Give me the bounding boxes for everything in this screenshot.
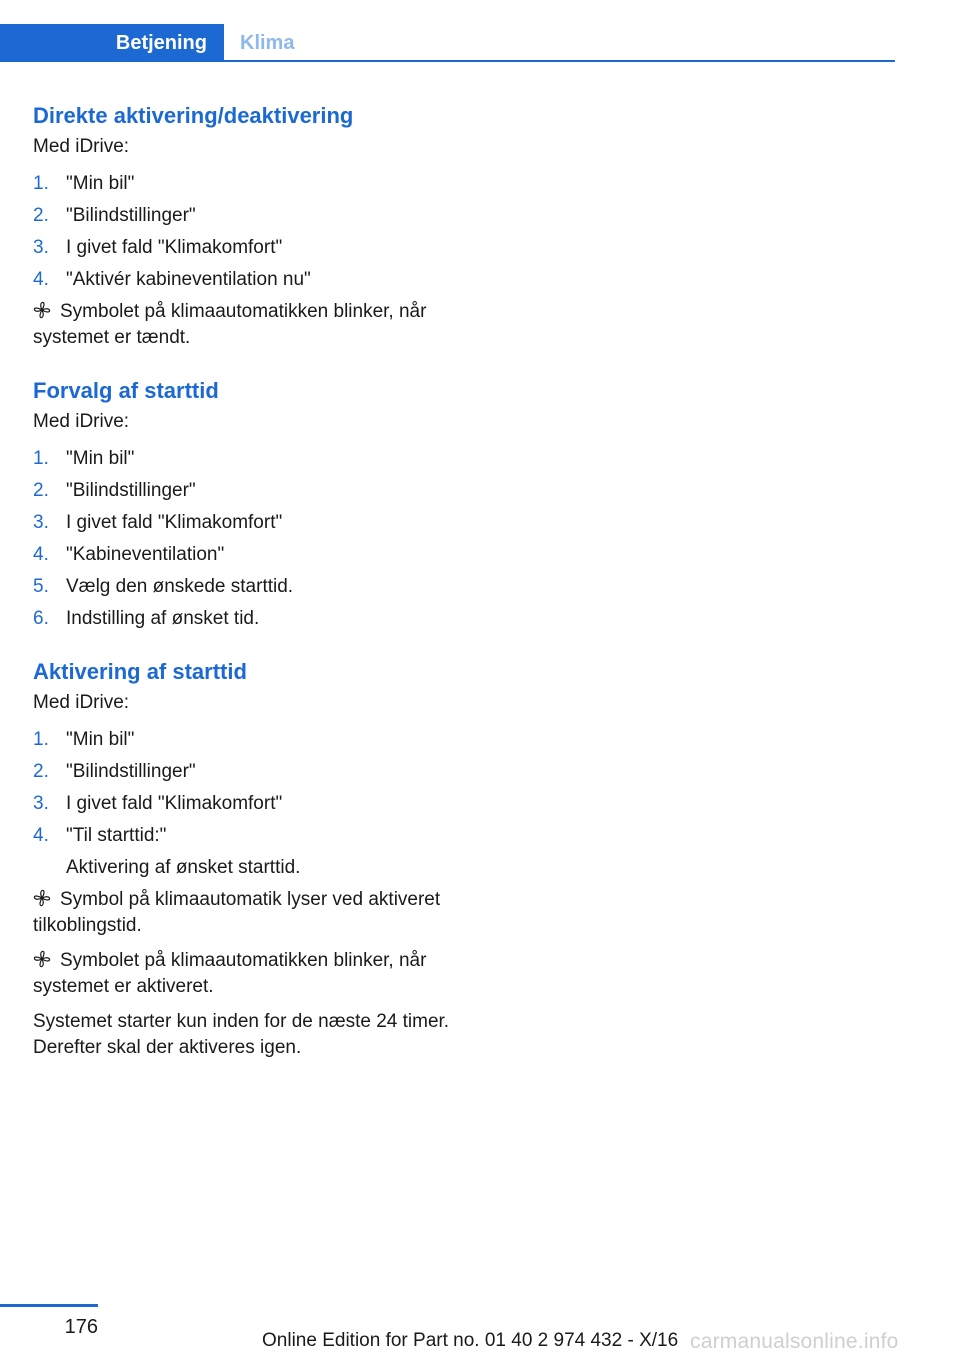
step-number: 6. [33,608,49,629]
step-number: 2. [33,761,49,782]
fan-icon [33,301,51,319]
page-header [0,24,895,62]
list-item [33,574,453,600]
step-text: "Min bil" [66,729,135,750]
note-text: Symbolet på klimaautomatikken blinker, når systemet er tændt. [33,301,427,348]
page-number: 176 [64,1316,98,1338]
step-number: 4. [33,269,49,290]
list-item [33,446,453,472]
note [33,299,453,351]
step-number: 5. [33,576,49,597]
list-item [33,823,453,881]
step-number: 3. [33,793,49,814]
step-text: "Bilindstillinger" [66,761,196,782]
step-list [33,727,453,881]
step-number: 4. [33,544,49,565]
footer-rule [0,1304,98,1307]
step-number: 4. [33,825,49,846]
step-text: "Min bil" [66,173,135,194]
list-item [33,542,453,568]
note [33,887,453,939]
section-title: Aktivering af starttid [33,659,247,684]
step-number: 1. [33,173,49,194]
header-rule [0,60,895,62]
section-title: Forvalg af starttid [33,378,219,403]
step-number: 3. [33,512,49,533]
list-item [33,606,453,632]
section-direct-activation [33,100,453,351]
section-intro: Med iDrive: [33,136,130,157]
fan-icon [33,950,51,968]
step-text: "Kabineventilation" [66,544,225,565]
list-item [33,510,453,536]
list-item [33,267,453,293]
edition-text: Online Edition for Part no. 01 40 2 974 432 - X/16 [262,1330,679,1351]
list-item [33,171,453,197]
step-text: I givet fald "Klimakomfort" [66,793,283,814]
list-item [33,235,453,261]
list-item [33,759,453,785]
section-preset-start-time [33,375,453,632]
step-list [33,446,453,632]
step-list [33,171,453,293]
step-text: Indstilling af ønsket tid. [66,608,260,629]
tab-betjening[interactable]: Betjening [0,24,224,62]
step-number: 2. [33,480,49,501]
closing-paragraph: Systemet starter kun inden for de næste 24 timer. Derefter skal der aktiveres igen. [33,1011,450,1058]
step-number: 2. [33,205,49,226]
watermark: carmanualsonline.info [690,1330,899,1353]
step-text: "Bilindstillinger" [66,480,196,501]
tab-klima[interactable]: Klima [240,32,295,54]
note-text: Symbol på klimaautomatik lyser ved aktiveret tilkoblingstid. [33,889,441,936]
main-content [33,100,453,1070]
step-text: "Bilindstillinger" [66,205,196,226]
step-text: "Til starttid:" [66,825,167,846]
list-item [33,791,453,817]
step-number: 1. [33,448,49,469]
section-intro: Med iDrive: [33,411,130,432]
section-title: Direkte aktivering/deaktivering [33,103,354,128]
step-subtext: Aktivering af ønsket starttid. [66,857,301,878]
step-number: 3. [33,237,49,258]
fan-icon [33,889,51,907]
step-text: I givet fald "Klimakomfort" [66,512,283,533]
step-text: "Min bil" [66,448,135,469]
section-intro: Med iDrive: [33,692,130,713]
step-text: Vælg den ønskede starttid. [66,576,294,597]
note [33,948,453,1000]
list-item [33,478,453,504]
step-text: "Aktivér kabineventilation nu" [66,269,311,290]
section-activate-start-time [33,656,453,1061]
step-text: I givet fald "Klimakomfort" [66,237,283,258]
list-item [33,203,453,229]
step-number: 1. [33,729,49,750]
list-item [33,727,453,753]
note-text: Symbolet på klimaautomatikken blinker, når systemet er aktiveret. [33,950,427,997]
